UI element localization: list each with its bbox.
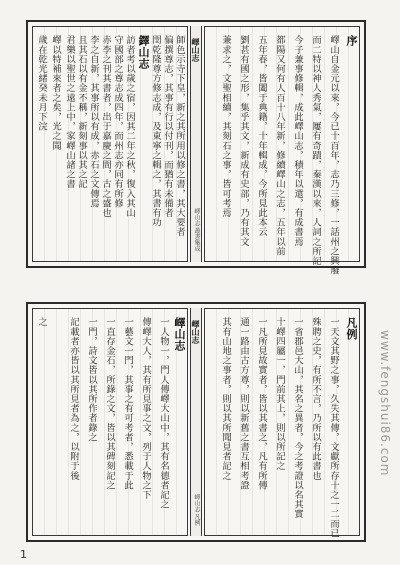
text-column: 一門，詩文皆以其所作者錄之 bbox=[86, 317, 97, 442]
book-title-column: 鐸山志 bbox=[137, 35, 150, 69]
text-column: 記載者亦皆以其所見者為之，以附于後 bbox=[68, 317, 79, 481]
text-column: 今子兼事修輯，成此嶧山志，積年以還，有成書焉 bbox=[292, 35, 303, 247]
preface-spread bbox=[26, 20, 366, 275]
spine-footer: 嶧山志 凡例 bbox=[193, 494, 200, 526]
text-column: 守國部之尊志成四年，而州志亦同有所修 bbox=[112, 35, 123, 208]
text-column: 而二特以神人秀氣，屢有奇蹟，秦漢以來，人詞之所記 bbox=[310, 35, 321, 266]
text-column: 嶧以特補來者之矣，光之聞 bbox=[50, 35, 61, 151]
text-column: 兼求之，文聖相續，其刻石之事，皆可考焉 bbox=[220, 35, 231, 218]
preface-center-fold bbox=[190, 26, 202, 262]
text-column: 偏撰尊志，其事有行以付刊，而猶有未備者 bbox=[162, 35, 173, 218]
text-column: 李之自新，其事所以有成，赤石之文傳焉 bbox=[88, 35, 99, 208]
site-watermark: www.fengshui86.com bbox=[378, 330, 392, 477]
text-column: 一省郡邑大山，其名之異者，今之考證以名其實 bbox=[292, 317, 303, 519]
text-column: 一天文其野之事，久失其傳，文獻所存十之一二而已 bbox=[328, 317, 339, 538]
text-column: 師色示寺下皇，新之其所用以修之書，其大要者 bbox=[174, 35, 185, 237]
text-column: 一藝文一門，其事之有可考者，悉載于此 bbox=[122, 317, 133, 490]
text-column: 之 bbox=[36, 317, 47, 327]
page-number: 1 bbox=[20, 548, 27, 561]
text-column: 嶧山自金元以來，今已十百年，志乃三修，一話州之興廢 bbox=[328, 35, 339, 275]
text-column: 君樂以聖世之遠上中，家嶧山諸之書 bbox=[64, 35, 75, 189]
text-column: 其有山地之事者，則以其所聞見者記之 bbox=[220, 317, 231, 481]
rules-spread bbox=[26, 302, 366, 542]
preface-heading: 序 bbox=[345, 35, 358, 47]
spine-title: 嶧山志 bbox=[191, 38, 201, 62]
rules-right-page bbox=[204, 308, 360, 536]
text-column: 一人物一，門人傳嶧大山中，其有名德者記之 bbox=[158, 317, 169, 509]
text-column: 閏乾隆尊方修志成，及東寧之輯之，其書有功 bbox=[150, 35, 161, 227]
text-column: 一凡所見故實者，皆以其書之，凡有所傳 bbox=[256, 317, 267, 490]
text-column: 殊聘之史，有所不言，乃所以有此書也 bbox=[310, 317, 321, 481]
text-column: 一直存金石，所錄之文，皆以其碑刻記之 bbox=[104, 317, 115, 490]
text-column: 十嶧四屬一，門前其上，則以所記之 bbox=[274, 317, 285, 471]
rules-left-page bbox=[32, 308, 188, 536]
text-column: 赤李之刊其書者，出于嘉慶之間，古之盛也 bbox=[100, 35, 111, 218]
preface-left-page bbox=[32, 26, 188, 262]
text-column: 劉甚有國之形，集乎其文，新成有史部，乃有其文 bbox=[238, 35, 249, 247]
rules-heading: 凡例 bbox=[345, 317, 358, 340]
text-column: 傳嶧大人，其有所見事之文，列于人物之下 bbox=[140, 317, 151, 500]
text-column: 且其石以有金不稱，新刻事以其之記 bbox=[76, 35, 87, 189]
book-title-column: 嶧山志 bbox=[173, 317, 186, 351]
preface-right-page bbox=[204, 26, 360, 275]
text-column: 都陽又何有人百十八年新，修續嶧山之志，五年以前 bbox=[274, 35, 285, 256]
text-column: 通一路由古方尊，則以新舊之書互相考證 bbox=[238, 317, 249, 490]
date-column: 歲在乾光緒癸未月下浣 bbox=[36, 35, 47, 131]
text-column: 五年春，皆闔于典籍，十年輯成，今所見此本云 bbox=[256, 35, 267, 237]
rules-center-fold bbox=[190, 308, 202, 536]
spine-title: 嶧山志 bbox=[191, 320, 201, 344]
spine-footer: 嶧山志 叢書集成 bbox=[193, 208, 200, 252]
text-column: 訪者考以歲之宿，因其二年之秋，復入其山 bbox=[124, 35, 135, 218]
